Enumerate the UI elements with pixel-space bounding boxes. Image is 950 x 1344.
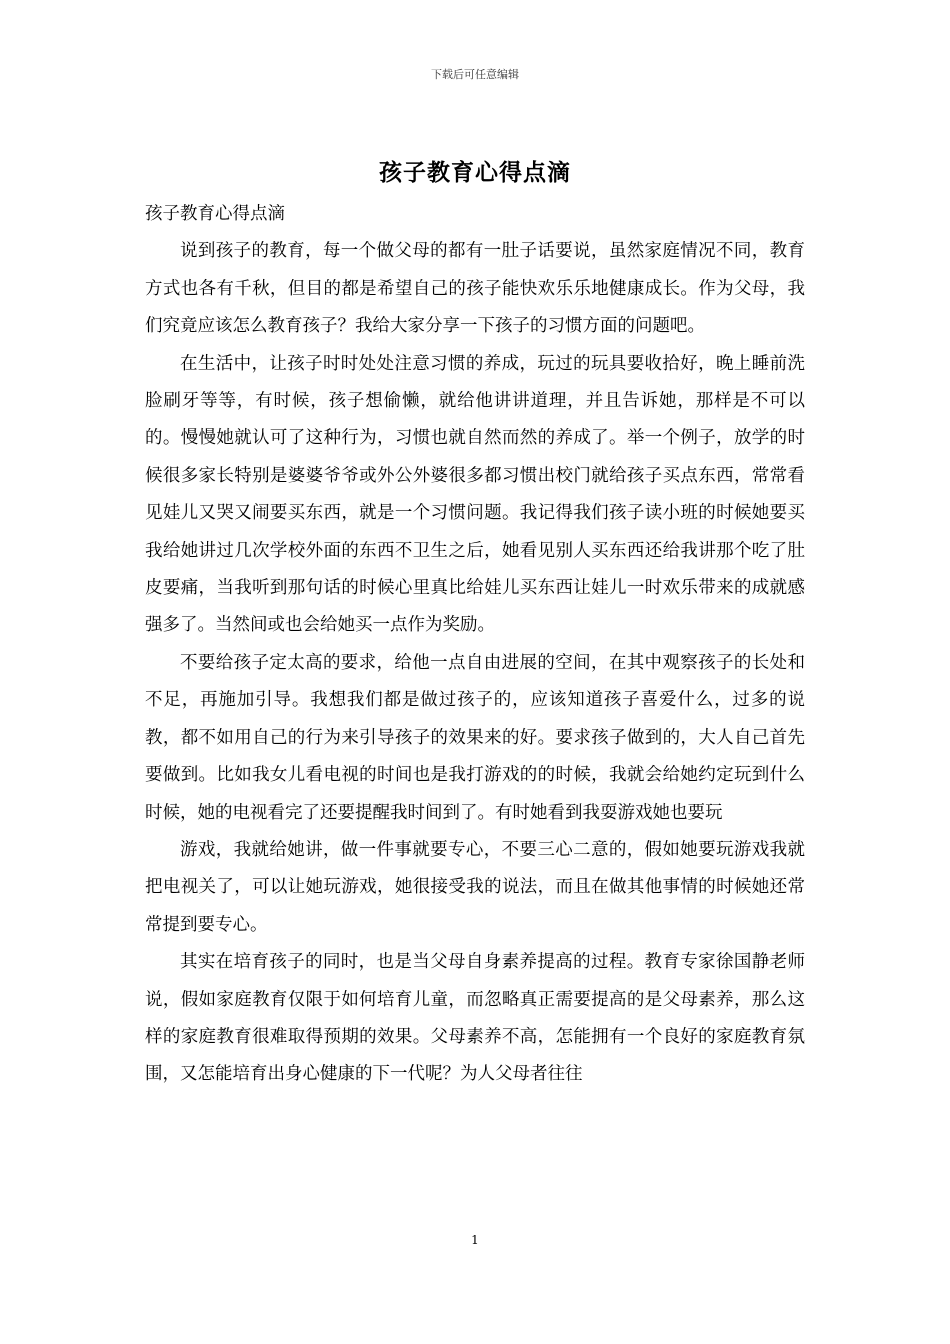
paragraph: 在生活中，让孩子时时处处注意习惯的养成，玩过的玩具要收拾好，晚上睡前洗脸刷牙等等，有时候，孩子想偷懒，就给他讲讲道理，并且告诉她，那样是不可以的。慢慢她就认可了这种行为，习惯也就自然而然的养成了。举一个例子，放学的时候很多家长特别是婆婆爷爷或外公外婆很多都习惯出校门就给孩子买点东西，常常看见娃儿又哭又闹要买东西，就是一个习惯问题。我记得我们孩子读小班的时候她要买我给她讲过几次学校外面的东西不卫生之后，她看见别人买东西还给我讲那个吃了肚皮要痛，当我听到那句话的时候心里真比给娃儿买东西让娃儿一时欢乐带来的成就感强多了。当然间或也会给她买一点作为奖励。: [145, 353, 805, 636]
page-number: 1: [471, 1233, 479, 1247]
document-subtitle: 孩子教育心得点滴: [145, 204, 285, 224]
document-body: [145, 196, 805, 1094]
paragraph: 游戏，我就给她讲，做一件事就要专心，不要三心二意的，假如她要玩游戏我就把电视关了，可以让她玩游戏，她很接受我的说法，而且在做其他事情的时候她还常常提到要专心。: [145, 839, 805, 935]
document-title: 孩子教育心得点滴: [379, 159, 571, 186]
paragraph: 其实在培育孩子的同时，也是当父母自身素养提高的过程。教育专家徐国静老师说，假如家庭教育仅限于如何培育儿童，而忽略真正需要提高的是父母素养，那么这样的家庭教育很难取得预期的效果。父母素养不高，怎能拥有一个良好的家庭教育氛围，又怎能培育出身心健康的下一代呢？为人父母者往往: [145, 952, 805, 1085]
paragraph: 说到孩子的教育，每一个做父母的都有一肚子话要说，虽然家庭情况不同，教育方式也各有千秋，但目的都是希望自己的孩子能快欢乐乐地健康成长。作为父母，我们究竟应该怎么教育孩子？我给大家分享一下孩子的习惯方面的问题吧。: [145, 241, 805, 337]
header-note: 下载后可任意编辑: [431, 68, 519, 81]
paragraph: 不要给孩子定太高的要求，给他一点自由进展的空间，在其中观察孩子的长处和不足，再施加引导。我想我们都是做过孩子的，应该知道孩子喜爱什么，过多的说教，都不如用自己的行为来引导孩子的效果来的好。要求孩子做到的，大人自己首先要做到。比如我女儿看电视的时间也是我打游戏的的时候，我就会给她约定玩到什么时候，她的电视看完了还要提醒我时间到了。有时她看到我耍游戏她也要玩: [145, 652, 805, 823]
